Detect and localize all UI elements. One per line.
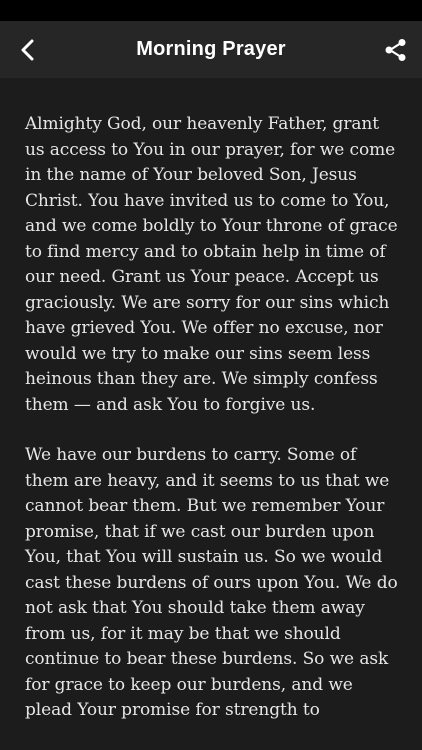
prayer-text <box>0 78 422 724</box>
back-button[interactable] <box>12 35 44 65</box>
share-button[interactable] <box>380 34 412 66</box>
page-title: Morning Prayer <box>136 38 286 60</box>
prayer-content[interactable] <box>0 78 422 750</box>
navigation-bar <box>0 21 422 78</box>
prayer-paragraph-2: We have our burdens to carry. Some of them are heavy, and it seems to us that we cannot bear them. But we remember Your promise, that if we cast our burden upon You, that You will sustain us. So we would cast these burdens of ours upon You. We do not ask that You should take them away from us, for it may be that we should continue to bear these burdens. So we ask for grace to keep our burdens, and we plead Your promise for strength to <box>25 445 398 720</box>
status-bar <box>0 0 422 21</box>
share-icon <box>384 38 408 62</box>
prayer-paragraph-1: Almighty God, our heavenly Father, grant us access to You in our prayer, for we come in the name of Your beloved Son, Jesus Christ. You have invited us to come to You, and we come boldly to Your throne of grace to find mercy and to obtain help in time of our need. Grant us Your peace. Accept us graciously. We are sorry for our sins which have grieved You. We offer no excuse, nor would we try to make our sins seem less heinous than they are. We simply confess them — and ask You to forgive us. <box>25 114 398 415</box>
chevron-left-icon <box>20 39 36 61</box>
